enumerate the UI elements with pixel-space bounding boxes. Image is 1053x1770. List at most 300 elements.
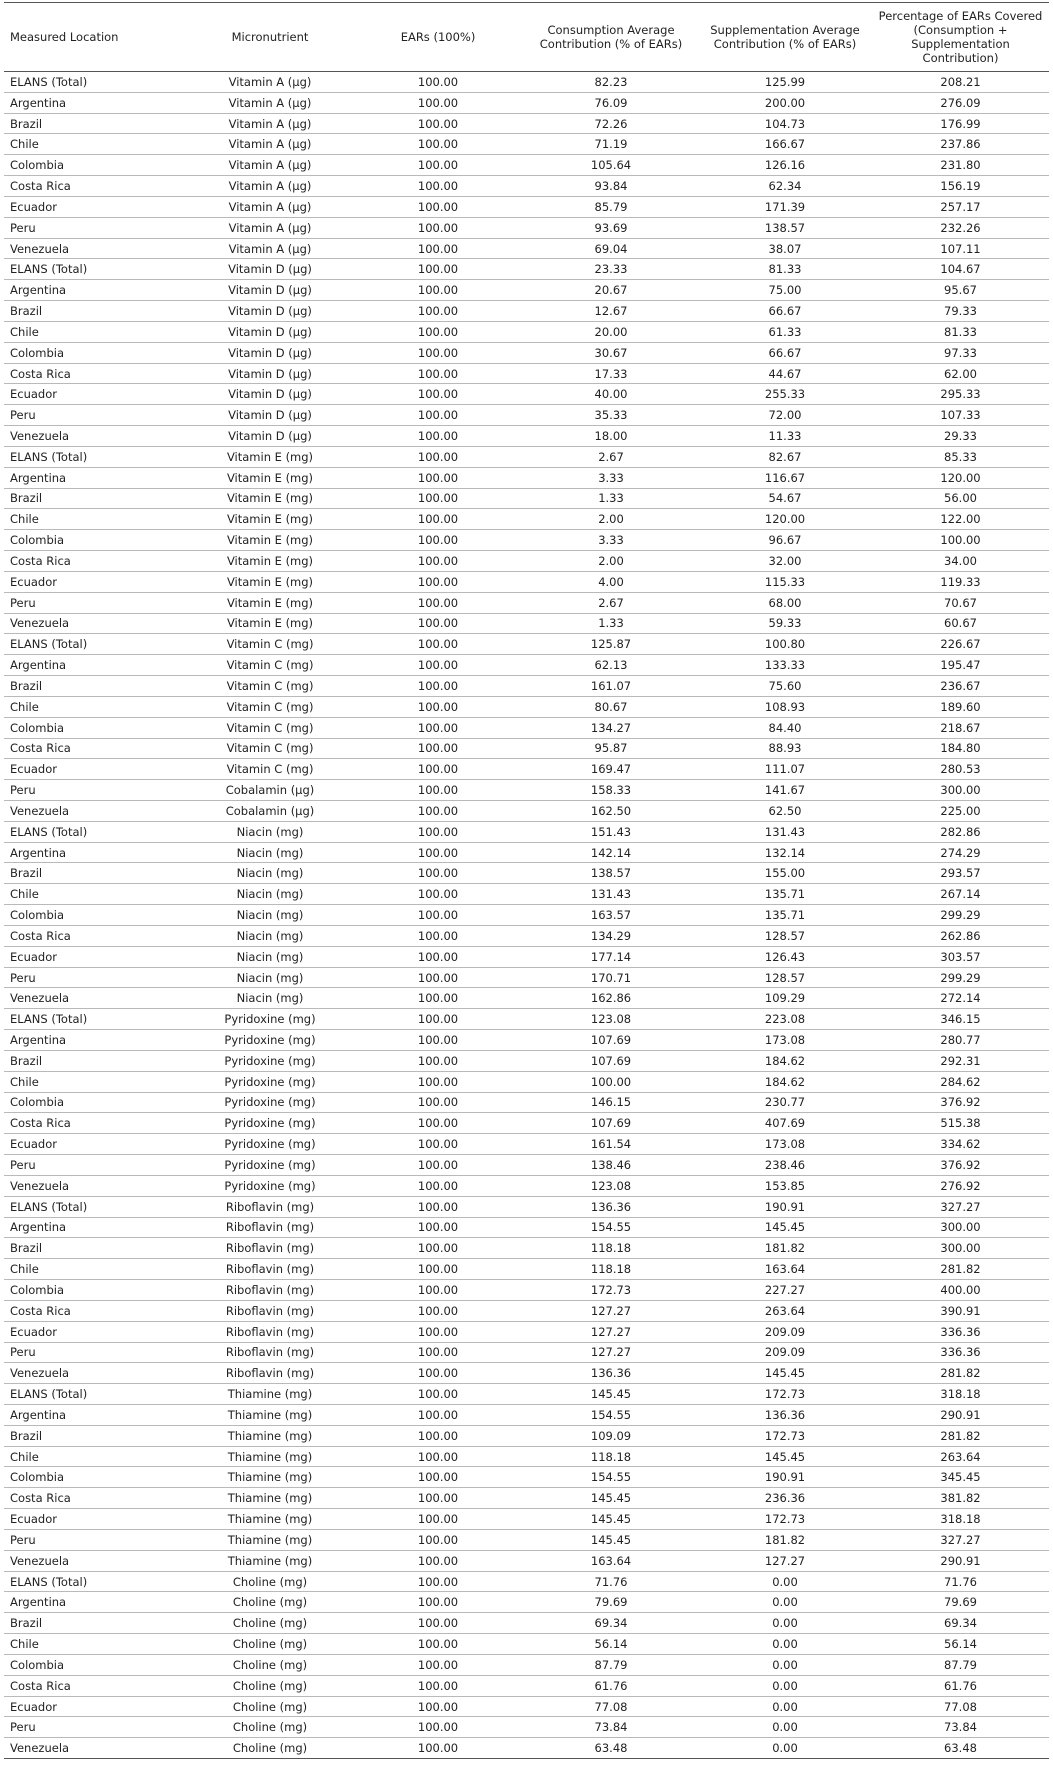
- cell-location: ELANS (Total): [4, 821, 188, 842]
- cell-micronutrient: Choline (mg): [188, 1571, 352, 1592]
- cell-consumption: 2.00: [524, 551, 698, 572]
- cell-consumption: 23.33: [524, 259, 698, 280]
- cell-micronutrient: Riboflavin (mg): [188, 1217, 352, 1238]
- cell-percentage: 226.67: [872, 634, 1049, 655]
- cell-percentage: 122.00: [872, 509, 1049, 530]
- cell-consumption: 107.69: [524, 1030, 698, 1051]
- cell-location: Costa Rica: [4, 738, 188, 759]
- cell-location: ELANS (Total): [4, 634, 188, 655]
- cell-supplementation: 153.85: [698, 1175, 872, 1196]
- cell-location: Brazil: [4, 1050, 188, 1071]
- cell-supplementation: 62.34: [698, 176, 872, 197]
- cell-percentage: 107.11: [872, 238, 1049, 259]
- cell-ears: 100.00: [352, 1550, 524, 1571]
- cell-consumption: 138.57: [524, 863, 698, 884]
- cell-micronutrient: Vitamin C (mg): [188, 676, 352, 697]
- cell-ears: 100.00: [352, 738, 524, 759]
- cell-percentage: 281.82: [872, 1425, 1049, 1446]
- cell-percentage: 62.00: [872, 363, 1049, 384]
- cell-micronutrient: Vitamin D (µg): [188, 280, 352, 301]
- cell-micronutrient: Vitamin C (mg): [188, 634, 352, 655]
- cell-percentage: 60.67: [872, 613, 1049, 634]
- cell-supplementation: 108.93: [698, 696, 872, 717]
- cell-ears: 100.00: [352, 426, 524, 447]
- cell-ears: 100.00: [352, 676, 524, 697]
- cell-percentage: 97.33: [872, 342, 1049, 363]
- table-row: [4, 1175, 1049, 1196]
- cell-consumption: 145.45: [524, 1384, 698, 1405]
- cell-consumption: 163.64: [524, 1550, 698, 1571]
- cell-micronutrient: Vitamin A (µg): [188, 113, 352, 134]
- cell-location: Chile: [4, 321, 188, 342]
- cell-consumption: 177.14: [524, 946, 698, 967]
- cell-supplementation: 172.73: [698, 1509, 872, 1530]
- cell-micronutrient: Choline (mg): [188, 1613, 352, 1634]
- cell-micronutrient: Vitamin A (µg): [188, 196, 352, 217]
- cell-ears: 100.00: [352, 1425, 524, 1446]
- cell-micronutrient: Niacin (mg): [188, 884, 352, 905]
- table-row: [4, 551, 1049, 572]
- cell-percentage: 272.14: [872, 988, 1049, 1009]
- cell-ears: 100.00: [352, 1300, 524, 1321]
- cell-consumption: 127.27: [524, 1300, 698, 1321]
- cell-percentage: 280.77: [872, 1030, 1049, 1051]
- cell-consumption: 154.55: [524, 1467, 698, 1488]
- cell-micronutrient: Riboflavin (mg): [188, 1300, 352, 1321]
- table-row: [4, 1405, 1049, 1426]
- cell-ears: 100.00: [352, 905, 524, 926]
- cell-supplementation: 238.46: [698, 1155, 872, 1176]
- cell-supplementation: 0.00: [698, 1654, 872, 1675]
- cell-percentage: 334.62: [872, 1134, 1049, 1155]
- cell-percentage: 34.00: [872, 551, 1049, 572]
- cell-micronutrient: Riboflavin (mg): [188, 1363, 352, 1384]
- cell-percentage: 276.92: [872, 1175, 1049, 1196]
- cell-percentage: 276.09: [872, 92, 1049, 113]
- cell-location: Peru: [4, 592, 188, 613]
- table-row: [4, 1030, 1049, 1051]
- cell-percentage: 303.57: [872, 946, 1049, 967]
- cell-consumption: 17.33: [524, 363, 698, 384]
- cell-ears: 100.00: [352, 134, 524, 155]
- cell-consumption: 3.33: [524, 530, 698, 551]
- table-row: [4, 405, 1049, 426]
- cell-ears: 100.00: [352, 1571, 524, 1592]
- table-row: [4, 1259, 1049, 1280]
- cell-consumption: 170.71: [524, 967, 698, 988]
- cell-supplementation: 0.00: [698, 1696, 872, 1717]
- cell-percentage: 69.34: [872, 1613, 1049, 1634]
- cell-ears: 100.00: [352, 842, 524, 863]
- cell-supplementation: 145.45: [698, 1446, 872, 1467]
- table-row: [4, 321, 1049, 342]
- cell-supplementation: 263.64: [698, 1300, 872, 1321]
- table-row: [4, 1321, 1049, 1342]
- cell-ears: 100.00: [352, 1155, 524, 1176]
- cell-location: Argentina: [4, 280, 188, 301]
- cell-ears: 100.00: [352, 1071, 524, 1092]
- table-row: [4, 1529, 1049, 1550]
- cell-ears: 100.00: [352, 780, 524, 801]
- cell-supplementation: 127.27: [698, 1550, 872, 1571]
- cell-percentage: 73.84: [872, 1717, 1049, 1738]
- cell-ears: 100.00: [352, 1175, 524, 1196]
- cell-micronutrient: Vitamin E (mg): [188, 571, 352, 592]
- cell-location: Brazil: [4, 488, 188, 509]
- cell-consumption: 2.67: [524, 592, 698, 613]
- table-row: [4, 1155, 1049, 1176]
- cell-micronutrient: Vitamin C (mg): [188, 738, 352, 759]
- cell-ears: 100.00: [352, 1675, 524, 1696]
- cell-consumption: 87.79: [524, 1654, 698, 1675]
- cell-consumption: 95.87: [524, 738, 698, 759]
- cell-location: Peru: [4, 217, 188, 238]
- cell-location: Colombia: [4, 905, 188, 926]
- cell-location: Peru: [4, 780, 188, 801]
- table-row: [4, 1113, 1049, 1134]
- cell-ears: 100.00: [352, 1717, 524, 1738]
- cell-percentage: 107.33: [872, 405, 1049, 426]
- cell-supplementation: 145.45: [698, 1363, 872, 1384]
- cell-ears: 100.00: [352, 884, 524, 905]
- cell-location: Argentina: [4, 1405, 188, 1426]
- cell-consumption: 142.14: [524, 842, 698, 863]
- cell-consumption: 118.18: [524, 1238, 698, 1259]
- cell-micronutrient: Riboflavin (mg): [188, 1259, 352, 1280]
- cell-location: Venezuela: [4, 613, 188, 634]
- cell-micronutrient: Thiamine (mg): [188, 1509, 352, 1530]
- table-body: [4, 72, 1049, 1759]
- cell-ears: 100.00: [352, 1030, 524, 1051]
- cell-supplementation: 0.00: [698, 1634, 872, 1655]
- cell-location: Argentina: [4, 1592, 188, 1613]
- cell-micronutrient: Niacin (mg): [188, 821, 352, 842]
- cell-ears: 100.00: [352, 634, 524, 655]
- cell-consumption: 158.33: [524, 780, 698, 801]
- cell-ears: 100.00: [352, 1405, 524, 1426]
- cell-consumption: 145.45: [524, 1509, 698, 1530]
- cell-micronutrient: Riboflavin (mg): [188, 1280, 352, 1301]
- cell-micronutrient: Thiamine (mg): [188, 1467, 352, 1488]
- cell-percentage: 184.80: [872, 738, 1049, 759]
- cell-ears: 100.00: [352, 613, 524, 634]
- cell-ears: 100.00: [352, 1363, 524, 1384]
- cell-consumption: 1.33: [524, 613, 698, 634]
- cell-micronutrient: Choline (mg): [188, 1592, 352, 1613]
- table-row: [4, 738, 1049, 759]
- cell-percentage: 284.62: [872, 1071, 1049, 1092]
- cell-location: Colombia: [4, 1092, 188, 1113]
- cell-consumption: 161.07: [524, 676, 698, 697]
- cell-consumption: 79.69: [524, 1592, 698, 1613]
- cell-percentage: 176.99: [872, 113, 1049, 134]
- cell-percentage: 281.82: [872, 1259, 1049, 1280]
- cell-micronutrient: Vitamin D (µg): [188, 259, 352, 280]
- cell-percentage: 300.00: [872, 780, 1049, 801]
- cell-supplementation: 120.00: [698, 509, 872, 530]
- cell-supplementation: 209.09: [698, 1342, 872, 1363]
- cell-consumption: 151.43: [524, 821, 698, 842]
- table-row: [4, 280, 1049, 301]
- cell-supplementation: 0.00: [698, 1613, 872, 1634]
- cell-consumption: 2.67: [524, 446, 698, 467]
- cell-ears: 100.00: [352, 301, 524, 322]
- cell-consumption: 161.54: [524, 1134, 698, 1155]
- cell-consumption: 69.34: [524, 1613, 698, 1634]
- cell-supplementation: 82.67: [698, 446, 872, 467]
- cell-micronutrient: Choline (mg): [188, 1738, 352, 1759]
- cell-consumption: 3.33: [524, 467, 698, 488]
- cell-location: Ecuador: [4, 571, 188, 592]
- cell-location: Chile: [4, 884, 188, 905]
- cell-percentage: 195.47: [872, 655, 1049, 676]
- cell-consumption: 136.36: [524, 1363, 698, 1384]
- cell-supplementation: 116.67: [698, 467, 872, 488]
- cell-percentage: 79.33: [872, 301, 1049, 322]
- cell-ears: 100.00: [352, 321, 524, 342]
- cell-location: Argentina: [4, 1030, 188, 1051]
- cell-percentage: 295.33: [872, 384, 1049, 405]
- cell-micronutrient: Pyridoxine (mg): [188, 1175, 352, 1196]
- cell-location: Colombia: [4, 1467, 188, 1488]
- cell-consumption: 100.00: [524, 1071, 698, 1092]
- cell-consumption: 62.13: [524, 655, 698, 676]
- cell-consumption: 93.84: [524, 176, 698, 197]
- cell-ears: 100.00: [352, 217, 524, 238]
- cell-micronutrient: Vitamin E (mg): [188, 488, 352, 509]
- table-row: [4, 1592, 1049, 1613]
- cell-consumption: 85.79: [524, 196, 698, 217]
- cell-ears: 100.00: [352, 1738, 524, 1759]
- cell-micronutrient: Riboflavin (mg): [188, 1196, 352, 1217]
- table-row: [4, 1467, 1049, 1488]
- cell-consumption: 162.86: [524, 988, 698, 1009]
- cell-consumption: 146.15: [524, 1092, 698, 1113]
- cell-micronutrient: Vitamin A (µg): [188, 176, 352, 197]
- cell-location: Brazil: [4, 301, 188, 322]
- cell-ears: 100.00: [352, 155, 524, 176]
- table-row: [4, 1071, 1049, 1092]
- cell-percentage: 120.00: [872, 467, 1049, 488]
- cell-location: Chile: [4, 1634, 188, 1655]
- cell-ears: 100.00: [352, 863, 524, 884]
- cell-percentage: 85.33: [872, 446, 1049, 467]
- cell-supplementation: 135.71: [698, 905, 872, 926]
- cell-ears: 100.00: [352, 1592, 524, 1613]
- cell-location: Ecuador: [4, 759, 188, 780]
- cell-consumption: 169.47: [524, 759, 698, 780]
- cell-micronutrient: Vitamin A (µg): [188, 155, 352, 176]
- cell-consumption: 162.50: [524, 800, 698, 821]
- cell-location: Colombia: [4, 530, 188, 551]
- cell-location: Ecuador: [4, 946, 188, 967]
- cell-percentage: 236.67: [872, 676, 1049, 697]
- cell-supplementation: 128.57: [698, 925, 872, 946]
- cell-consumption: 4.00: [524, 571, 698, 592]
- table-row: [4, 1738, 1049, 1759]
- cell-ears: 100.00: [352, 1009, 524, 1030]
- cell-location: Argentina: [4, 842, 188, 863]
- table-row: [4, 592, 1049, 613]
- cell-ears: 100.00: [352, 1113, 524, 1134]
- cell-supplementation: 66.67: [698, 301, 872, 322]
- header-ears: EARs (100%): [352, 3, 524, 72]
- cell-location: ELANS (Total): [4, 259, 188, 280]
- table-row: [4, 92, 1049, 113]
- cell-micronutrient: Thiamine (mg): [188, 1488, 352, 1509]
- cell-ears: 100.00: [352, 1384, 524, 1405]
- cell-percentage: 290.91: [872, 1405, 1049, 1426]
- cell-micronutrient: Riboflavin (mg): [188, 1238, 352, 1259]
- cell-location: Ecuador: [4, 1321, 188, 1342]
- cell-micronutrient: Vitamin C (mg): [188, 696, 352, 717]
- cell-micronutrient: Thiamine (mg): [188, 1446, 352, 1467]
- table-row: [4, 821, 1049, 842]
- cell-micronutrient: Pyridoxine (mg): [188, 1134, 352, 1155]
- cell-consumption: 76.09: [524, 92, 698, 113]
- cell-ears: 100.00: [352, 196, 524, 217]
- cell-supplementation: 61.33: [698, 321, 872, 342]
- cell-ears: 100.00: [352, 446, 524, 467]
- cell-consumption: 61.76: [524, 1675, 698, 1696]
- cell-micronutrient: Vitamin A (µg): [188, 238, 352, 259]
- cell-percentage: 70.67: [872, 592, 1049, 613]
- cell-percentage: 63.48: [872, 1738, 1049, 1759]
- cell-consumption: 109.09: [524, 1425, 698, 1446]
- cell-location: Venezuela: [4, 1738, 188, 1759]
- cell-percentage: 100.00: [872, 530, 1049, 551]
- table-row: [4, 1134, 1049, 1155]
- cell-micronutrient: Vitamin D (µg): [188, 342, 352, 363]
- cell-location: Argentina: [4, 92, 188, 113]
- cell-micronutrient: Choline (mg): [188, 1654, 352, 1675]
- cell-percentage: 208.21: [872, 72, 1049, 93]
- table-row: [4, 905, 1049, 926]
- cell-percentage: 56.14: [872, 1634, 1049, 1655]
- cell-location: Costa Rica: [4, 925, 188, 946]
- table-row: [4, 238, 1049, 259]
- cell-micronutrient: Vitamin E (mg): [188, 551, 352, 572]
- cell-micronutrient: Vitamin D (µg): [188, 384, 352, 405]
- cell-percentage: 237.86: [872, 134, 1049, 155]
- table-row: [4, 426, 1049, 447]
- table-row: [4, 1675, 1049, 1696]
- cell-consumption: 20.67: [524, 280, 698, 301]
- cell-percentage: 400.00: [872, 1280, 1049, 1301]
- cell-percentage: 299.29: [872, 905, 1049, 926]
- cell-micronutrient: Vitamin E (mg): [188, 530, 352, 551]
- cell-percentage: 515.38: [872, 1113, 1049, 1134]
- cell-ears: 100.00: [352, 488, 524, 509]
- cell-ears: 100.00: [352, 592, 524, 613]
- cell-supplementation: 81.33: [698, 259, 872, 280]
- cell-consumption: 56.14: [524, 1634, 698, 1655]
- cell-supplementation: 155.00: [698, 863, 872, 884]
- cell-consumption: 145.45: [524, 1529, 698, 1550]
- cell-supplementation: 32.00: [698, 551, 872, 572]
- cell-supplementation: 109.29: [698, 988, 872, 1009]
- cell-consumption: 107.69: [524, 1050, 698, 1071]
- table-row: [4, 72, 1049, 93]
- cell-ears: 100.00: [352, 384, 524, 405]
- cell-micronutrient: Vitamin E (mg): [188, 509, 352, 530]
- cell-consumption: 107.69: [524, 1113, 698, 1134]
- cell-micronutrient: Pyridoxine (mg): [188, 1113, 352, 1134]
- table-row: [4, 967, 1049, 988]
- cell-percentage: 327.27: [872, 1196, 1049, 1217]
- cell-micronutrient: Niacin (mg): [188, 988, 352, 1009]
- cell-consumption: 69.04: [524, 238, 698, 259]
- cell-ears: 100.00: [352, 1238, 524, 1259]
- cell-ears: 100.00: [352, 1529, 524, 1550]
- cell-supplementation: 200.00: [698, 92, 872, 113]
- cell-ears: 100.00: [352, 800, 524, 821]
- cell-micronutrient: Vitamin D (µg): [188, 321, 352, 342]
- header-measured-location: Measured Location: [4, 3, 188, 72]
- cell-location: Ecuador: [4, 1509, 188, 1530]
- cell-micronutrient: Choline (mg): [188, 1696, 352, 1717]
- cell-percentage: 71.76: [872, 1571, 1049, 1592]
- cell-supplementation: 172.73: [698, 1425, 872, 1446]
- cell-location: Venezuela: [4, 238, 188, 259]
- cell-consumption: 73.84: [524, 1717, 698, 1738]
- header-micronutrient: Micronutrient: [188, 3, 352, 72]
- cell-percentage: 262.86: [872, 925, 1049, 946]
- cell-supplementation: 54.67: [698, 488, 872, 509]
- cell-location: Argentina: [4, 655, 188, 676]
- cell-micronutrient: Vitamin A (µg): [188, 72, 352, 93]
- table-row: [4, 1571, 1049, 1592]
- cell-ears: 100.00: [352, 92, 524, 113]
- table-row: [4, 446, 1049, 467]
- cell-micronutrient: Cobalamin (µg): [188, 800, 352, 821]
- cell-ears: 100.00: [352, 925, 524, 946]
- cell-micronutrient: Pyridoxine (mg): [188, 1155, 352, 1176]
- cell-percentage: 300.00: [872, 1238, 1049, 1259]
- cell-consumption: 123.08: [524, 1175, 698, 1196]
- cell-consumption: 118.18: [524, 1446, 698, 1467]
- cell-location: Peru: [4, 967, 188, 988]
- table-row: [4, 155, 1049, 176]
- table-row: [4, 301, 1049, 322]
- cell-ears: 100.00: [352, 1050, 524, 1071]
- cell-location: Peru: [4, 1342, 188, 1363]
- cell-percentage: 29.33: [872, 426, 1049, 447]
- cell-location: Chile: [4, 1259, 188, 1280]
- table-row: [4, 925, 1049, 946]
- cell-percentage: 95.67: [872, 280, 1049, 301]
- cell-supplementation: 184.62: [698, 1071, 872, 1092]
- table-row: [4, 1009, 1049, 1030]
- cell-percentage: 290.91: [872, 1550, 1049, 1571]
- table-row: [4, 1238, 1049, 1259]
- cell-location: Argentina: [4, 467, 188, 488]
- table-row: [4, 1488, 1049, 1509]
- table-row: [4, 1300, 1049, 1321]
- cell-supplementation: 126.16: [698, 155, 872, 176]
- cell-consumption: 40.00: [524, 384, 698, 405]
- cell-percentage: 318.18: [872, 1384, 1049, 1405]
- cell-supplementation: 136.36: [698, 1405, 872, 1426]
- cell-supplementation: 38.07: [698, 238, 872, 259]
- cell-percentage: 281.82: [872, 1363, 1049, 1384]
- cell-consumption: 118.18: [524, 1259, 698, 1280]
- header-row: [4, 3, 1049, 72]
- cell-location: Peru: [4, 1717, 188, 1738]
- cell-location: Chile: [4, 134, 188, 155]
- cell-supplementation: 184.62: [698, 1050, 872, 1071]
- cell-percentage: 232.26: [872, 217, 1049, 238]
